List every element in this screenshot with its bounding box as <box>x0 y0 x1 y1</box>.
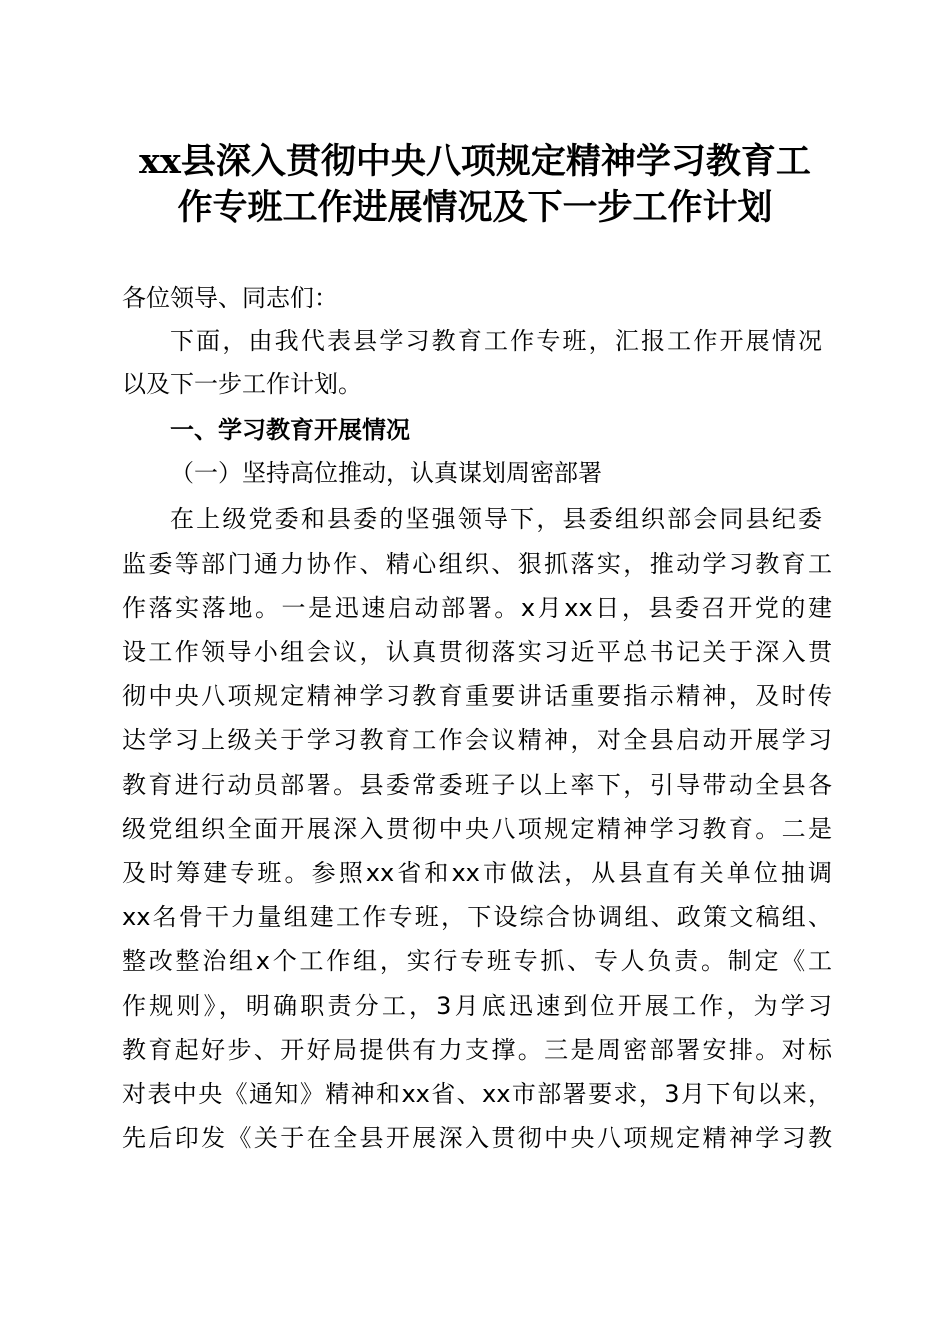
document-title-line-2: 作专班工作进展情况及下一步工作计划 <box>177 187 773 228</box>
intro-line: 下面，由我代表县学习教育工作专班，汇报工作开展情况 <box>170 327 822 355</box>
intro-line: 以及下一步工作计划。 <box>122 370 362 398</box>
paragraph-line: 整改整治组x个工作组，实行专班专抓、专人负责。制定《工 <box>122 947 832 975</box>
paragraph-line: 先后印发《关于在全县开展深入贯彻中央八项规定精神学习教 <box>122 1124 832 1152</box>
paragraph-line: 监委等部门通力协作、精心组织、狠抓落实，推动学习教育工 <box>122 550 832 578</box>
paragraph-line: 对表中央《通知》精神和xx省、xx市部署要求，3月下旬以来， <box>122 1080 832 1108</box>
paragraph-line: 在上级党委和县委的坚强领导下，县委组织部会同县纪委 <box>170 505 822 533</box>
paragraph-line: 教育起好步、开好局提供有力支撑。三是周密部署安排。对标 <box>122 1036 832 1064</box>
paragraph-line: 设工作领导小组会议，认真贯彻落实习近平总书记关于深入贯 <box>122 638 832 666</box>
paragraph-line: 作规则》，明确职责分工，3月底迅速到位开展工作，为学习 <box>122 992 832 1020</box>
paragraph-line: 作落实落地。一是迅速启动部署。x月xx日，县委召开党的建 <box>122 594 832 622</box>
paragraph-line: 及时筹建专班。参照xx省和xx市做法，从县直有关单位抽调 <box>122 859 832 887</box>
paragraph-line: 彻中央八项规定精神学习教育重要讲话重要指示精神，及时传 <box>122 682 832 710</box>
section-heading: 一、学习教育开展情况 <box>170 416 410 444</box>
paragraph-line: 教育进行动员部署。县委常委班子以上率下，引导带动全县各 <box>122 771 832 799</box>
salutation: 各位领导、同志们： <box>122 284 338 312</box>
paragraph-line: 级党组织全面开展深入贯彻中央八项规定精神学习教育。二是 <box>122 815 832 843</box>
document-title-line-1: xx县深入贯彻中央八项规定精神学习教育工 <box>139 141 811 182</box>
subsection-heading: （一）坚持高位推动，认真谋划周密部署 <box>170 459 602 487</box>
paragraph-line: xx名骨干力量组建工作专班，下设综合协调组、政策文稿组、 <box>122 903 832 931</box>
paragraph-line: 达学习上级关于学习教育工作会议精神，对全县启动开展学习 <box>122 726 832 754</box>
